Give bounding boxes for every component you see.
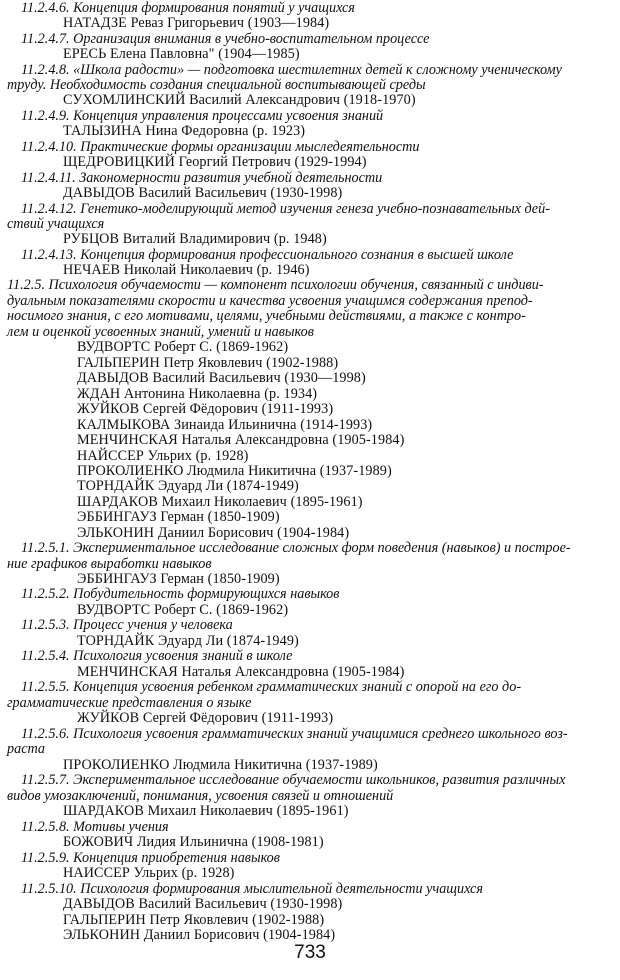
person-entry: ЖДАН Антонина Николаевна (р. 1934) — [77, 386, 318, 402]
person-entry: БОЖОВИЧ Лидия Ильинична (1908-1981) — [63, 834, 324, 850]
person-entry: РУБЦОВ Виталий Владимирович (р. 1948) — [63, 231, 327, 247]
section-heading: дуальным показателями скорости и качества усвоения учащимся содержания препод- — [7, 293, 533, 309]
section-heading: 11.2.4.11. Закономерности развития учебной деятельности — [21, 170, 383, 186]
person-entry: ШАРДАКОВ Михаил Николаевич (1895-1961) — [63, 803, 349, 819]
person-entry: ШАРДАКОВ Михаил Николаевич (1895-1961) — [77, 494, 363, 510]
person-entry: ЕРЕСЬ Елена Павловна" (1904—1985) — [63, 46, 300, 62]
section-heading: 11.2.4.7. Организация внимания в учебно-воспитательном процессе — [21, 31, 430, 47]
page-number: 733 — [294, 942, 326, 963]
person-entry: ЖУЙКОВ Сергей Фёдорович (1911-1993) — [77, 710, 334, 726]
section-heading: раста — [7, 741, 45, 757]
section-heading: 11.2.5.9. Концепция приобретения навыков — [21, 850, 280, 866]
person-entry: ВУДВОРТС Роберт С. (1869-1962) — [77, 602, 289, 618]
person-entry: ЖУЙКОВ Сергей Фёдорович (1911-1993) — [77, 401, 334, 417]
section-heading: 11.2.5.4. Психология усвоения знаний в школе — [21, 648, 293, 664]
person-entry: ЭББИНГАУЗ Герман (1850-1909) — [77, 571, 280, 587]
person-entry: ТОРНДАЙК Эдуард Ли (1874-1949) — [77, 633, 299, 649]
section-heading: ние графиков выработки навыков — [7, 556, 212, 572]
section-heading: видов умозаключений, понимания, усвоения связей и отношений — [7, 788, 394, 804]
section-heading: 11.2.5.5. Концепция усвоения ребенком грамматических знаний с опорой на его до- — [21, 679, 522, 695]
section-heading: грамматические представления о языке — [7, 695, 252, 711]
person-entry: МЕНЧИНСКАЯ Наталья Александровна (1905-1984) — [77, 664, 405, 680]
section-heading: 11.2.5.10. Психология формирования мыслительной деятельности учащихся — [21, 881, 483, 897]
section-heading: 11.2.4.9. Концепция управления процессами усвоения знаний — [21, 108, 384, 124]
person-entry: ПРОКОЛИЕНКО Людмила Никитична (1937-1989) — [77, 463, 392, 479]
section-heading: 11.2.5.7. Экспериментальное исследование обучаемости школьников, развития различных — [21, 772, 566, 788]
section-heading: 11.2.5.6. Психология усвоения грамматических знаний учащимися среднего школьного воз- — [21, 726, 568, 742]
section-heading: 11.2.5. Психология обучаемости — компонент психологии обучения, связанный с индиви- — [7, 277, 544, 293]
section-heading: ствий учащихся — [7, 216, 105, 232]
section-heading: носимого знания, с его мотивами, целями, учебными действиями, а также с контро- — [7, 308, 526, 324]
person-entry: СУХОМЛИНСКИЙ Василий Александрович (1918-1970) — [63, 92, 416, 108]
person-entry: НАИССЕР Ульрих (р. 1928) — [63, 865, 235, 881]
person-entry: ЭЛЬКОНИН Даниил Борисович (1904-1984) — [63, 927, 336, 943]
person-entry: ГАЛЬПЕРИН Петр Яковлевич (1902-1988) — [77, 355, 339, 371]
person-entry: НАТАДЗЕ Реваз Григорьевич (1903—1984) — [63, 15, 330, 31]
section-heading: 11.2.5.2. Побудительность формирующихся навыков — [21, 586, 340, 602]
person-entry: ДАВЫДОВ Василий Васильевич (1930-1998) — [63, 896, 343, 912]
section-heading: 11.2.5.8. Мотивы учения — [21, 819, 169, 835]
person-entry: ГАЛЬПЕРИН Петр Яковлевич (1902-1988) — [63, 912, 325, 928]
section-heading: труду. Необходимость создания специальной воспитывающей среды — [7, 77, 426, 93]
person-entry: ЭББИНГАУЗ Герман (1850-1909) — [77, 509, 280, 525]
person-entry: НАЙССЕР Ульрих (р. 1928) — [77, 448, 249, 464]
section-heading: лем и оценкой усвоенных знаний, умений и навыков — [7, 324, 314, 340]
person-entry: МЕНЧИНСКАЯ Наталья Александровна (1905-1984) — [77, 432, 405, 448]
person-entry: ВУДВОРТС Роберт С. (1869-1962) — [77, 339, 289, 355]
section-heading: 11.2.5.3. Процесс учения у человека — [21, 617, 233, 633]
person-entry: ЭЛЬКОНИН Даниил Борисович (1904-1984) — [77, 525, 350, 541]
section-heading: 11.2.4.6. Концепция формирования понятий у учащихся — [21, 0, 355, 16]
section-heading: 11.2.4.10. Практические формы организации мыследеятельности — [21, 139, 420, 155]
person-entry: КАЛМЫКОВА Зинаида Ильинична (1914-1993) — [77, 417, 373, 433]
section-heading: 11.2.5.1. Экспериментальное исследование сложных форм поведения (навыков) и построе- — [21, 540, 571, 556]
person-entry: ДАВЫДОВ Василий Васильевич (1930—1998) — [77, 370, 366, 386]
person-entry: ТОРНДАЙК Эдуард Ли (1874-1949) — [77, 478, 299, 494]
person-entry: ЩЕДРОВИЦКИЙ Георгий Петрович (1929-1994) — [63, 154, 367, 170]
person-entry: ДАВЫДОВ Василий Васильевич (1930-1998) — [63, 185, 343, 201]
section-heading: 11.2.4.13. Концепция формирования профессионального сознания в высшей школе — [21, 247, 514, 263]
person-entry: НЕЧАЕВ Николай Николаевич (р. 1946) — [63, 262, 310, 278]
section-heading: 11.2.4.8. «Школа радости» — подготовка шестилетних детей к сложному ученическому — [21, 62, 562, 78]
section-heading: 11.2.4.12. Генетико-моделирующий метод изучения генеза учебно-познавательных дей- — [21, 201, 550, 217]
person-entry: ПРОКОЛИЕНКО Людмила Никитична (1937-1989) — [63, 757, 378, 773]
person-entry: ТАЛЫЗИНА Нина Федоровна (р. 1923) — [63, 123, 306, 139]
